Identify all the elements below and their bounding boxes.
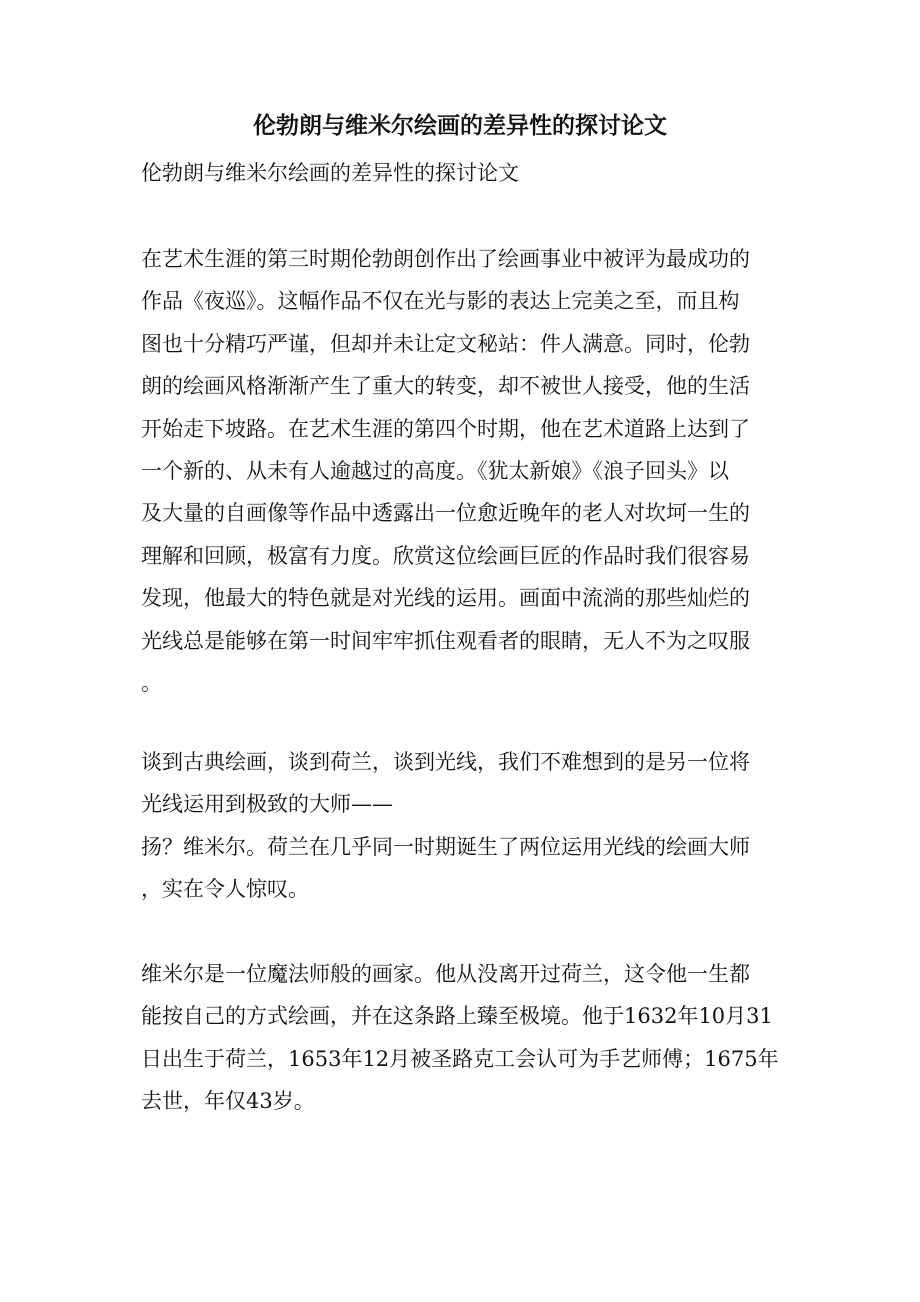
text-line: 在艺术生涯的第三时期伦勃朗创作出了绘画事业中被评为最成功的 (141, 247, 750, 271)
text-line: 一个新的、从未有人逾越过的高度。《犹太新娘》《浪子回头》以 (141, 459, 729, 484)
text-line: ，实在令人惊叹。 (141, 877, 309, 902)
text-line: 扬？维米尔。荷兰在几乎同一时期诞生了两位运用光线的绘画大师 (141, 834, 750, 859)
text-line: 去世，年仅43岁。 (141, 1089, 315, 1114)
document-subtitle: 伦勃朗与维米尔绘画的差异性的探讨论文 (141, 161, 519, 185)
text-line: 谈到古典绘画，谈到荷兰，谈到光线，我们不难想到的是另一位将 (141, 750, 750, 774)
text-line: 维米尔是一位魔法师般的画家。他从没离开过荷兰，这令他一生都 (141, 962, 750, 986)
text-line: 。 (141, 671, 162, 696)
text-line: 能按自己的方式绘画，并在这条路上臻至极境。他于1632年10月31 (141, 1004, 773, 1029)
text-line: 光线运用到极致的大师—— (141, 792, 393, 817)
text-line: 理解和回顾，极富有力度。欣赏这位绘画巨匠的作品时我们很容易 (141, 543, 750, 568)
text-line: 及大量的自画像等作品中透露出一位愈近晚年的老人对坎坷一生的 (141, 501, 750, 526)
text-line: 作品《夜巡》。这幅作品不仅在光与影的表达上完美之至，而且构 (141, 289, 740, 314)
text-line: 光线总是能够在第一时间牢牢抓住观看者的眼睛，无人不为之叹服 (141, 628, 750, 653)
text-line: 发现，他最大的特色就是对光线的运用。画面中流淌的那些灿烂的 (141, 586, 750, 611)
document-title: 伦勃朗与维米尔绘画的差异性的探讨论文 (253, 112, 667, 139)
paragraph-rembrandt (141, 238, 781, 704)
paragraph-vermeer-bio (141, 953, 781, 1123)
text-line: 开始走下坡路。在艺术生涯的第四个时期，他在艺术道路上达到了 (141, 416, 750, 441)
text-line: 日出生于荷兰，1653年12月被圣路克工会认可为手艺师傅；1675年 (141, 1046, 779, 1071)
text-line: 图也十分精巧严谨，但却并未让定文秘站：件人满意。同时，伦勃 (141, 331, 750, 356)
text-line: 朗的绘画风格渐渐产生了重大的转变，却不被世人接受，他的生活 (141, 374, 750, 399)
paragraph-vermeer-intro (141, 741, 781, 911)
